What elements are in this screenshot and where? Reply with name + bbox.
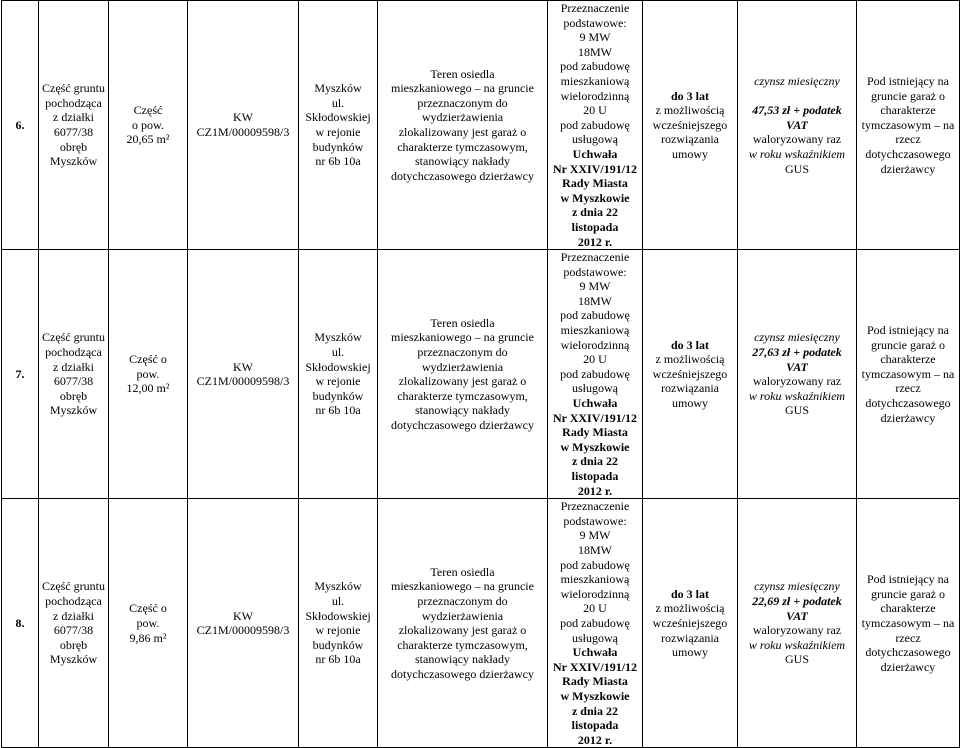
lease-term-note: z możliwością: [655, 352, 725, 367]
parcel-description-line: z działki: [53, 359, 94, 374]
lease-purpose-line: Pod istniejący na: [867, 323, 949, 338]
area-line: 9,86 m²: [129, 630, 167, 645]
rent-line: GUS: [784, 161, 809, 176]
resolution-line: Rady Miasta: [562, 425, 628, 440]
rent-cell: [738, 250, 857, 499]
rent-line: [740, 89, 854, 104]
zoning-purpose-line: mieszkaniową: [560, 572, 630, 587]
table-row: [2, 250, 960, 499]
lease-term-cell: [643, 499, 738, 748]
area-line: Część o: [129, 601, 167, 616]
area-line: Część o: [129, 352, 167, 367]
lease-purpose-line: dotychczasowego: [865, 146, 951, 161]
zoning-purpose-line: pod zabudowę: [560, 615, 630, 630]
lease-purpose-line: charakterze: [880, 352, 936, 367]
parcel-description-line: obręb: [59, 139, 88, 154]
lease-purpose-line: gruncie garaż o: [871, 586, 945, 601]
land-description-line: charakterze tymczasowym,: [397, 637, 528, 652]
parcel-description-line: 6077/38: [53, 125, 94, 140]
land-description-line: dotychczasowego dzierżawcy: [391, 168, 534, 183]
zoning-purpose-line: pod zabudowę: [560, 557, 630, 572]
resolution-line: Uchwała: [572, 396, 618, 411]
location-line: nr 6b 10a: [315, 154, 361, 169]
rent-line: GUS: [784, 403, 809, 418]
zoning-purpose-cell: [548, 499, 643, 748]
parcel-description-line: obręb: [59, 637, 88, 652]
land-description-line: Teren osiedla: [430, 315, 495, 330]
lease-purpose-line: charakterze: [880, 601, 936, 616]
row-number-cell: [2, 1, 39, 250]
parcel-description-line: z działki: [53, 608, 94, 623]
rent-cell: [738, 1, 857, 250]
rent-line: czynsz miesięczny: [754, 579, 840, 594]
zoning-purpose-line: mieszkaniową: [560, 323, 630, 338]
table-row: [2, 499, 960, 748]
land-register-cell: [188, 1, 299, 250]
parcel-description-line: 6077/38: [53, 374, 94, 389]
row-number: 7.: [15, 366, 25, 381]
lease-term-note: rozwiązania: [661, 381, 719, 396]
land-description-line: wydzierżawienia: [421, 608, 504, 623]
parcel-description-line: Część gruntu: [42, 579, 105, 594]
resolution-line: Nr XXIV/191/12: [552, 410, 638, 425]
lease-term-note: wcześniejszego: [652, 117, 728, 132]
zoning-purpose-line: 20 U: [583, 103, 607, 118]
land-description-line: przeznaczonym do: [417, 344, 508, 359]
rent-line: 47,53 zł + podatek VAT: [752, 103, 842, 132]
parcel-description-line: pochodząca: [45, 594, 102, 609]
lease-purpose-line: rzecz: [895, 630, 921, 645]
land-description-line: mieszkaniowego – na gruncie: [391, 579, 534, 594]
resolution-line: Nr XXIV/191/12: [552, 161, 638, 176]
resolution-line: Uchwała: [572, 146, 618, 161]
location-line: nr 6b 10a: [315, 652, 361, 667]
land-description-cell: [378, 1, 548, 250]
location-line: budynków: [312, 388, 364, 403]
land-description-line: Teren osiedla: [430, 66, 495, 81]
land-description-line: zlokalizowany jest garaż o: [398, 125, 527, 140]
lease-purpose-line: dzierżawcy: [880, 161, 936, 176]
lease-term-cell: [643, 1, 738, 250]
table-body: [2, 1, 960, 748]
land-description-line: Teren osiedla: [430, 564, 495, 579]
resolution-line: Rady Miasta: [562, 176, 628, 191]
table-row: [2, 1, 960, 250]
land-description-line: dotychczasowego dzierżawcy: [391, 667, 534, 682]
location-cell: [299, 250, 378, 499]
resolution-line: z dnia 22 listopada: [571, 205, 619, 234]
zoning-purpose-line: 18MW: [578, 293, 612, 308]
lease-table: [1, 0, 960, 748]
lease-purpose-cell: [857, 250, 960, 499]
location-line: Myszków: [314, 81, 362, 96]
zoning-purpose-line: 20 U: [583, 601, 607, 616]
rent-line: waloryzowany raz: [752, 132, 842, 147]
parcel-description-line: z działki: [53, 110, 94, 125]
resolution-line: z dnia 22 listopada: [571, 703, 619, 733]
lease-purpose-line: charakterze: [880, 103, 936, 118]
zoning-purpose-line: podstawowe:: [563, 513, 627, 528]
zoning-purpose-line: 18MW: [578, 44, 612, 59]
resolution-line: w Myszkowie: [560, 439, 630, 454]
parcel-description-line: Myszków: [49, 154, 98, 169]
lease-term-note: umowy: [672, 146, 708, 161]
lease-term-note: rozwiązania: [661, 132, 719, 147]
land-register-line: CZ1M/00009598/3: [196, 374, 290, 389]
lease-purpose-line: gruncie garaż o: [871, 337, 945, 352]
lease-term-note: rozwiązania: [661, 630, 719, 645]
land-description-line: mieszkaniowego – na gruncie: [391, 330, 534, 345]
rent-line: czynsz miesięczny: [754, 330, 840, 345]
location-line: w rejonie: [315, 374, 361, 389]
rent-line: 27,63 zł + podatek VAT: [752, 344, 842, 374]
zoning-purpose-line: 9 MW: [579, 30, 611, 45]
area-line: Część: [133, 103, 163, 118]
lease-purpose-line: rzecz: [895, 381, 921, 396]
lease-purpose-cell: [857, 499, 960, 748]
lease-purpose-line: dotychczasowego: [865, 645, 951, 660]
area-line: o pow.: [132, 117, 164, 132]
parcel-description-cell: [39, 499, 109, 748]
area-cell: [109, 250, 188, 499]
location-line: Myszków: [314, 330, 362, 345]
lease-purpose-line: tymczasowym – na: [861, 117, 955, 132]
zoning-purpose-line: 20 U: [583, 352, 607, 367]
resolution-line: Uchwała: [572, 645, 618, 660]
zoning-purpose-line: Przeznaczenie: [560, 250, 630, 265]
zoning-purpose-line: Przeznaczenie: [560, 499, 630, 514]
land-register-line: KW: [233, 608, 253, 623]
location-line: nr 6b 10a: [315, 403, 361, 418]
land-register-cell: [188, 250, 299, 499]
resolution-line: 2012 r.: [577, 732, 613, 747]
land-description-cell: [378, 250, 548, 499]
lease-purpose-line: Pod istniejący na: [867, 572, 949, 587]
location-line: ul. Skłodowskiej: [305, 95, 371, 125]
lease-purpose-line: dzierżawcy: [880, 659, 936, 674]
land-description-line: dotychczasowego dzierżawcy: [391, 417, 534, 432]
location-line: budynków: [312, 139, 364, 154]
lease-purpose-line: dzierżawcy: [880, 410, 936, 425]
zoning-purpose-line: pod zabudowę: [560, 366, 630, 381]
zoning-purpose-line: 9 MW: [579, 279, 611, 294]
zoning-purpose-line: 18MW: [578, 542, 612, 557]
area-line: 20,65 m²: [126, 132, 170, 147]
lease-purpose-line: dotychczasowego: [865, 396, 951, 411]
lease-purpose-line: tymczasowym – na: [861, 615, 955, 630]
lease-term-note: z możliwością: [655, 103, 725, 118]
area-line: pow.: [136, 366, 160, 381]
zoning-purpose-line: Przeznaczenie: [560, 1, 630, 15]
lease-term-note: wcześniejszego: [652, 366, 728, 381]
land-register-line: KW: [233, 110, 253, 125]
land-description-line: charakterze tymczasowym,: [397, 139, 528, 154]
lease-term-cell: [643, 250, 738, 499]
land-description-cell: [378, 499, 548, 748]
location-line: Myszków: [314, 579, 362, 594]
rent-line: czynsz miesięczny: [754, 73, 840, 88]
parcel-description-line: Myszków: [49, 403, 98, 418]
location-line: ul. Skłodowskiej: [305, 344, 371, 374]
parcel-description-line: Część gruntu: [42, 330, 105, 345]
land-description-line: stanowiący nakłady: [415, 652, 510, 667]
land-register-cell: [188, 499, 299, 748]
parcel-description-line: obręb: [59, 388, 88, 403]
rent-cell: [738, 499, 857, 748]
lease-purpose-line: Pod istniejący na: [867, 73, 949, 88]
zoning-purpose-line: pod zabudowę: [560, 308, 630, 323]
lease-purpose-line: rzecz: [895, 132, 921, 147]
rent-line: w roku wskaźnikiem: [748, 637, 846, 652]
row-number: 8.: [15, 615, 25, 630]
lease-term-note: wcześniejszego: [652, 615, 728, 630]
lease-term: do 3 lat: [670, 88, 709, 103]
location-cell: [299, 499, 378, 748]
rent-line: w roku wskaźnikiem: [748, 146, 846, 161]
parcel-description-line: pochodząca: [45, 344, 102, 359]
land-description-line: wydzierżawienia: [421, 359, 504, 374]
zoning-purpose-line: podstawowe:: [563, 264, 627, 279]
zoning-purpose-line: wielorodzinną: [560, 88, 630, 103]
row-number: 6.: [15, 117, 25, 132]
area-line: pow.: [136, 615, 160, 630]
lease-term-note: umowy: [672, 645, 708, 660]
zoning-purpose-line: usługową: [572, 132, 618, 147]
zoning-purpose-line: usługową: [572, 630, 618, 645]
area-cell: [109, 1, 188, 250]
rent-line: GUS: [784, 652, 809, 667]
zoning-purpose-line: pod zabudowę: [560, 59, 630, 74]
rent-line: w roku wskaźnikiem: [748, 388, 846, 403]
zoning-purpose-line: podstawowe:: [563, 15, 627, 30]
land-description-line: zlokalizowany jest garaż o: [398, 374, 527, 389]
resolution-line: z dnia 22 listopada: [571, 454, 619, 483]
land-register-line: CZ1M/00009598/3: [196, 125, 290, 140]
zoning-purpose-line: wielorodzinną: [560, 586, 630, 601]
parcel-description-line: 6077/38: [53, 623, 94, 638]
parcel-description-cell: [39, 250, 109, 499]
lease-term: do 3 lat: [670, 586, 709, 601]
land-description-line: stanowiący nakłady: [415, 403, 510, 418]
parcel-description-cell: [39, 1, 109, 250]
row-number-cell: [2, 250, 39, 499]
land-description-line: przeznaczonym do: [417, 594, 508, 609]
location-line: budynków: [312, 637, 364, 652]
parcel-description-line: Myszków: [49, 652, 98, 667]
zoning-purpose-cell: [548, 250, 643, 499]
land-register-line: CZ1M/00009598/3: [196, 623, 290, 638]
area-cell: [109, 499, 188, 748]
rent-line: waloryzowany raz: [752, 623, 842, 638]
row-number-cell: [2, 499, 39, 748]
land-description-line: mieszkaniowego – na gruncie: [391, 81, 534, 96]
resolution-line: w Myszkowie: [560, 688, 630, 703]
zoning-purpose-line: usługową: [572, 381, 618, 396]
land-description-line: stanowiący nakłady: [415, 154, 510, 169]
lease-purpose-line: tymczasowym – na: [861, 366, 955, 381]
resolution-line: 2012 r.: [577, 483, 613, 498]
resolution-line: Rady Miasta: [562, 674, 628, 689]
zoning-purpose-line: 9 MW: [579, 528, 611, 543]
rent-line: waloryzowany raz: [752, 374, 842, 389]
location-line: w rejonie: [315, 125, 361, 140]
land-description-line: przeznaczonym do: [417, 95, 508, 110]
lease-term: do 3 lat: [670, 337, 709, 352]
zoning-purpose-line: pod zabudowę: [560, 117, 630, 132]
lease-term-note: z możliwością: [655, 601, 725, 616]
resolution-line: Nr XXIV/191/12: [552, 659, 638, 674]
land-description-line: charakterze tymczasowym,: [397, 388, 528, 403]
zoning-purpose-line: wielorodzinną: [560, 337, 630, 352]
location-line: ul. Skłodowskiej: [305, 594, 371, 623]
parcel-description-line: Część gruntu: [42, 81, 105, 96]
land-description-line: wydzierżawienia: [421, 110, 504, 125]
location-line: w rejonie: [315, 623, 361, 638]
lease-term-note: umowy: [672, 396, 708, 411]
location-cell: [299, 1, 378, 250]
area-line: 12,00 m²: [126, 381, 170, 396]
zoning-purpose-cell: [548, 1, 643, 250]
land-description-line: zlokalizowany jest garaż o: [398, 623, 527, 638]
resolution-line: 2012 r.: [577, 234, 613, 249]
lease-purpose-cell: [857, 1, 960, 250]
zoning-purpose-line: mieszkaniową: [560, 73, 630, 88]
lease-purpose-line: gruncie garaż o: [871, 88, 945, 103]
parcel-description-line: pochodząca: [45, 95, 102, 110]
rent-line: 22,69 zł + podatek VAT: [752, 594, 842, 623]
land-register-line: KW: [233, 359, 253, 374]
resolution-line: w Myszkowie: [560, 190, 630, 205]
